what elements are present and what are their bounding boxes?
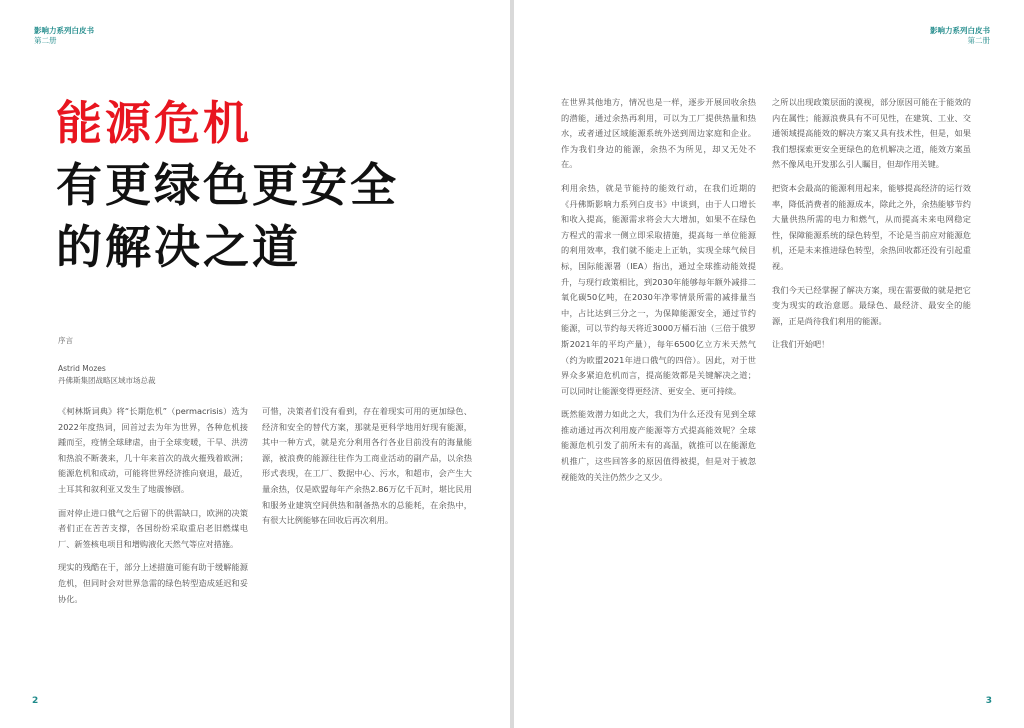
page-title [56, 92, 399, 278]
paragraph: 《柯林斯词典》将“长期危机”（permacrisis）选为2022年度热词，回首过去为年为世界，各种危机接踵而至，疫情全球肆虐，由于全球变暖，干旱、洪涝和热浪不断袭来，几十年来首次的战火摧残着欧洲；能源危机和成动，可能将世界经济推向衰退，最近，土耳其和叙利亚又发生了地震惨剧。 [58, 406, 248, 494]
page-number-left: 2 [32, 696, 39, 706]
right-column-2 [772, 95, 971, 361]
right-page [514, 0, 1024, 728]
paragraph: 我们今天已经掌握了解决方案，现在需要做的就是把它变为现实的政治意愿。最绿色、最经济、最安全的能源，正是尚待我们利用的能源。 [772, 284, 971, 326]
paragraph: 利用余热，就是节能持的能效行动，在我们近期的《丹佛斯影响力系列白皮书》中谈到，由于人口增长和收入提高，能源需求将会大大增加，如果不在绿色方程式的需求一侧立即采取措施，提高每一单位能源的利用效率，我们就不能走上正轨，实现全球气候目标，国际能源署（IEA）指出，通过全球推动能效提升，与现行政策相比，到2030年能够每年额外减排二氧化碳50亿吨，在2030年净零情景所需的减排量当中，占比达到三分之一，为保障能源安全，通过节约能源，可以节约每天将近3000万桶石油（三倍于俄罗斯2021年的平均产量），每年6500亿立方米天然气（约为欧盟2021年进口俄气的四倍）。因此，对于世界众多紧迫危机而言，提高能效都是关键解决之道；可以同时让能源变得更经济、更安全、更可持续。 [561, 182, 756, 396]
paragraph: 在世界其他地方，情况也是一样，逐步开展回收余热的潜能，通过余热再利用，可以为工厂提供热量和热水，或者通过区域能源系统外送到周边家庭和企业。作为我们身边的能源，余热不为所见，却又无处不在。 [561, 97, 756, 170]
paragraph: 让我们开始吧！ [772, 339, 830, 350]
header-volume: 第二册 [967, 36, 990, 45]
title-line-2: 有更绿色更安全 [56, 158, 399, 212]
author-title: 丹佛斯集团战略区域市场总裁 [58, 376, 156, 385]
header-series-title: 影响力系列白皮书 [930, 26, 990, 35]
title-line-1: 能源危机 [56, 96, 252, 150]
section-label: 序言 [58, 336, 73, 345]
running-header-right [930, 26, 990, 46]
left-column-1 [58, 404, 248, 615]
paragraph: 面对停止进口俄气之后留下的供需缺口，欧洲的决策者们正在苦苦支撑，各国纷纷采取重启老旧燃煤电厂、新签核电项目和增购液化天然气等应对措施。 [58, 507, 248, 549]
paragraph: 现实的残酷在于，部分上述措施可能有助于缓解能源危机，但同时会对世界急需的绿色转型造成延迟和妥协化。 [58, 562, 248, 604]
right-column-1 [561, 95, 756, 493]
title-line-3: 的解决之道 [56, 220, 301, 274]
paragraph: 之所以出现政策层面的漠视，部分原因可能在于能效的内在属性；能源浪费具有不可见性，在建筑、工业、交通领域提高能效的解决方案又具有技术性，但是，如果我们想探索更安全更绿色的危机解决之道，能效方案虽然不像风电开发那么引人瞩目，但却作用关键。 [772, 97, 971, 170]
paragraph: 可惜，决策者们没有看到，存在着现实可用的更加绿色、经济和安全的替代方案，那就是更科学地用好现有能源，其中一种方式，就是充分利用各行各业目前没有的海量能源，被浪费的能源往往作为工商业活动的副产品，以余热形式表现，在工厂、数据中心、污水，和超市，会产生大量余热，仅是欧盟每年产余热2.86万亿千瓦时，堪比民用和服务业建筑空间供热和制备热水的总能耗，在余热中，有很大比例能够在回收后再次利用。 [262, 406, 472, 526]
left-page [0, 0, 510, 728]
paragraph: 既然能效潜力如此之大，我们为什么还没有见到全球推动通过再次利用废产能源等方式提高能效呢？全球能源危机引发了前所未有的高温，就推可以在能源危机推广，这些回答多的原因值得被提，但是对于被忽视能效的关注仍然少之又少。 [561, 409, 756, 482]
page-number-right: 3 [985, 696, 992, 706]
author-name: Astrid Mozes [58, 364, 106, 373]
header-series-title: 影响力系列白皮书 [34, 26, 94, 35]
paragraph: 把资本会最高的能源利用起来，能够提高经济的运行效率，降低消费者的能源成本，除此之外，余热能够节约大量供热所需的电力和燃气，从而提高未来电网稳定性，保障能源系统的绿色转型，不论是当前应对能源危机，还是未来推进绿色转型，余热回收都还没有引起重视。 [772, 182, 971, 271]
running-header-left [34, 26, 94, 46]
left-column-2 [262, 404, 472, 537]
header-volume: 第二册 [34, 36, 57, 45]
byline [58, 335, 156, 387]
